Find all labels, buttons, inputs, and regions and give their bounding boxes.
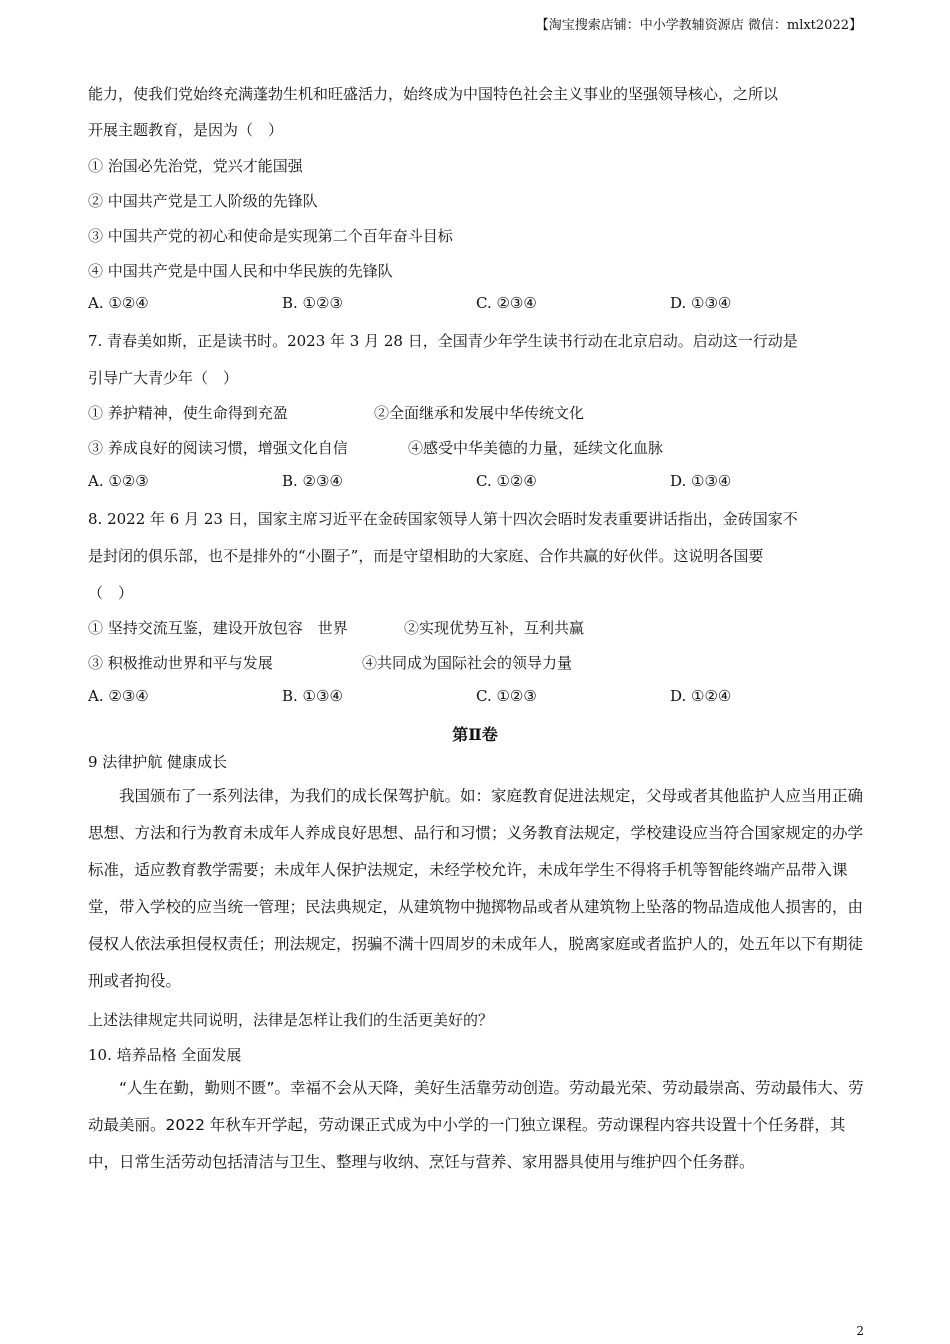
q8-option-b[interactable]: B. ①③④	[282, 687, 343, 705]
q6-option-a[interactable]: A. ①②④	[88, 294, 149, 312]
q6-option-d[interactable]: D. ①③④	[670, 294, 732, 312]
q7-statement-4: ④感受中华美德的力量，延续文化血脉	[408, 439, 664, 457]
section-title: 第Ⅱ卷	[452, 725, 498, 744]
q8-option-d[interactable]: D. ①②④	[670, 687, 732, 705]
q8-statement-3: ③ 积极推动世界和平与发展	[88, 654, 273, 672]
q6-stem-line1: 能力，使我们党始终充满蓬勃生机和旺盛活力，始终成为中国特色社会主义事业的坚强领导核心，之所以	[88, 85, 779, 103]
q8-stem-line1: 8. 2022 年 6 月 23 日，国家主席习近平在金砖国家领导人第十四次会晤时发表重要讲话指出，金砖国家不	[88, 510, 798, 528]
q10-material-text: “人生在勤，勤则不匮”。幸福不会从天降，美好生活靠劳动创造。劳动最光荣、劳动最崇高、劳动最伟大、劳动最美丽。2022 年秋车开学起，劳动课正式成为中小学的一门独立课程。劳动课程内容共设置十个任务群，其中，日常生活劳动包括清洁与卫生、整理与收纳、烹饪与营养、家用器具使用与维护四个任务群。	[88, 1079, 864, 1171]
q9-title: 9 法律护航 健康成长	[88, 753, 228, 771]
q6-option-c[interactable]: C. ②③④	[476, 294, 537, 312]
q8-statement-4: ④共同成为国际社会的领导力量	[362, 654, 573, 672]
q6-option-b[interactable]: B. ①②③	[282, 294, 343, 312]
q7-stem-line2: 引导广大青少年（ ）	[88, 369, 239, 387]
q10-title: 10. 培养品格 全面发展	[88, 1046, 242, 1064]
q7-option-d[interactable]: D. ①③④	[670, 472, 732, 490]
page-header: 【淘宝搜索店铺：中小学教辅资源店 微信：mlxt2022】	[535, 18, 862, 33]
q8-statement-1: ① 坚持交流互鉴，建设开放包容 世界	[88, 619, 348, 637]
q8-statement-2: ②实现优势互补，互利共赢	[404, 619, 585, 637]
q10-material	[88, 1070, 864, 1181]
q6-statement-1: ① 治国必先治党，党兴才能国强	[88, 157, 303, 175]
q7-option-a[interactable]: A. ①②③	[88, 472, 149, 490]
q9-question: 上述法律规定共同说明，法律是怎样让我们的生活更美好的？	[88, 1011, 494, 1029]
q7-option-c[interactable]: C. ①②④	[476, 472, 537, 490]
q9-material-text: 我国颁布了一系列法律，为我们的成长保驾护航。如：家庭教育促进法规定，父母或者其他监护人应当用正确思想、方法和行为教育未成年人养成良好思想、品行和习惯；义务教育法规定，学校建设应当符合国家规定的办学标准，适应教育教学需要；未成年人保护法规定，未经学校允许，未成年学生不得将手机等智能终端产品带入课堂，带入学校的应当统一管理；民法典规定，从建筑物中抛掷物品或者从建筑物上坠落的物品造成他人损害的，由侵权人依法承担侵权责任；刑法规定，拐骗不满十四周岁的未成年人，脱离家庭或者监护人的，处五年以下有期徒刑或者拘役。	[88, 787, 864, 990]
q8-stem-line3: （ ）	[88, 584, 134, 602]
q8-stem-line2: 是封闭的俱乐部，也不是排外的“小圈子”，而是守望相助的大家庭、合作共赢的好伙伴。这说明各国要	[88, 547, 764, 565]
q7-option-b[interactable]: B. ②③④	[282, 472, 343, 490]
q6-statement-2: ② 中国共产党是工人阶级的先锋队	[88, 192, 318, 210]
q7-statement-2: ②全面继承和发展中华传统文化	[374, 404, 585, 422]
q8-option-a[interactable]: A. ②③④	[88, 687, 149, 705]
q7-stem-line1: 7. 青春美如斯，正是读书时。2023 年 3 月 28 日，全国青少年学生读书行动在北京启动。启动这一行动是	[88, 332, 798, 350]
q6-statement-3: ③ 中国共产党的初心和使命是实现第二个百年奋斗目标	[88, 227, 453, 245]
q9-material	[88, 778, 864, 1000]
q6-statement-4: ④ 中国共产党是中国人民和中华民族的先锋队	[88, 262, 393, 280]
q6-stem-line2: 开展主题教育，是因为（ ）	[88, 121, 284, 139]
page-number: 2	[856, 1324, 864, 1338]
q8-option-c[interactable]: C. ①②③	[476, 687, 537, 705]
q7-statement-3: ③ 养成良好的阅读习惯，增强文化自信	[88, 439, 348, 457]
q7-statement-1: ① 养护精神，使生命得到充盈	[88, 404, 288, 422]
